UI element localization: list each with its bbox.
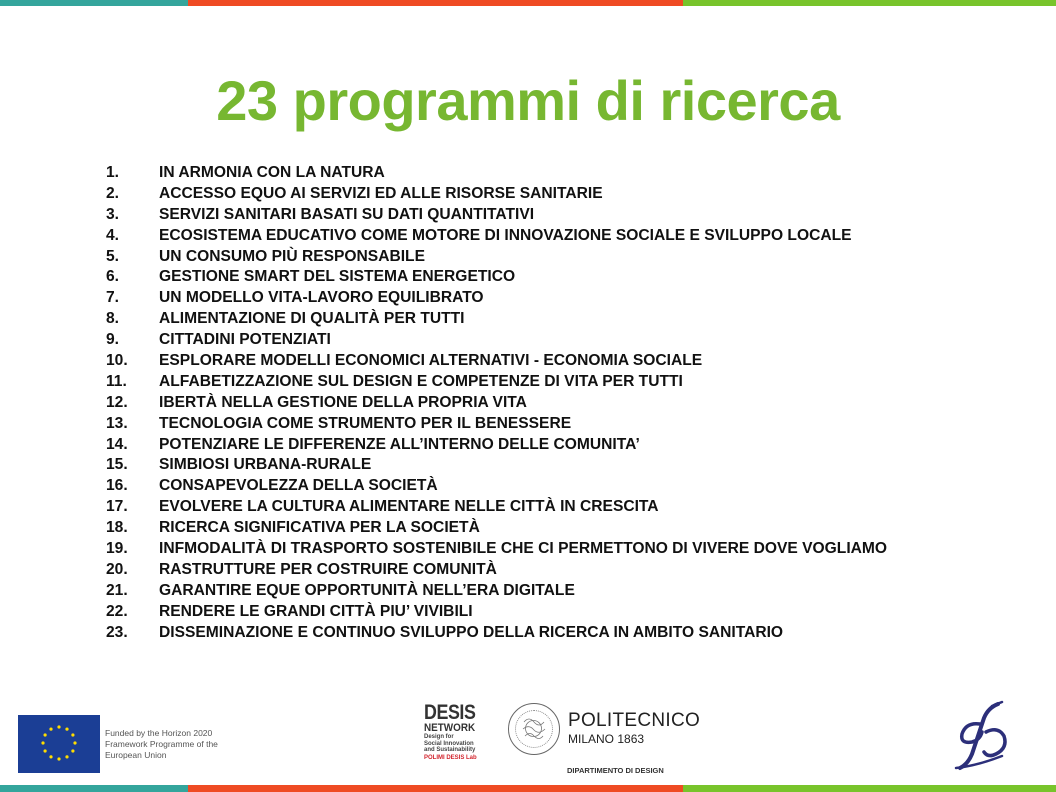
item-text: ALIMENTAZIONE DI QUALITÀ PER TUTTI (159, 310, 465, 328)
polimi-logo (508, 703, 700, 755)
list-item (106, 184, 887, 205)
list-item (106, 226, 887, 247)
desis-lab-label: POLIMI DESIS Lab (424, 754, 477, 761)
item-number: 21. (106, 581, 128, 599)
item-text: ALFABETIZZAZIONE SUL DESIGN E COMPETENZE DI VITA PER TUTTI (159, 372, 683, 390)
item-number: 19. (106, 540, 128, 558)
polimi-seal-icon (508, 703, 560, 755)
list-item (106, 351, 887, 372)
desis-subtitle: NETWORK (424, 722, 476, 734)
list-item (106, 623, 887, 644)
item-text: INFMODALITÀ DI TRASPORTO SOSTENIBILE CHE CI PERMETTONO DI VIVERE DOVE VOGLIAMO (159, 540, 888, 558)
stripe-green (683, 785, 1056, 792)
item-number: 6. (106, 268, 120, 286)
stripe-green (683, 0, 1056, 6)
list-item (106, 393, 887, 414)
list-item (106, 414, 887, 435)
item-text: RASTRUTTURE PER COSTRUIRE COMUNITÀ (159, 560, 497, 578)
stripe-orange (188, 785, 683, 792)
item-number: 18. (106, 519, 128, 537)
eu-text-line: Framework Programme of the (105, 738, 218, 749)
item-text: RICERCA SIGNIFICATIVA PER LA SOCIETÀ (159, 519, 480, 537)
item-text: UN CONSUMO PIÙ RESPONSABILE (159, 247, 425, 265)
item-number: 1. (106, 164, 120, 181)
stripe-teal (0, 785, 188, 792)
item-text: GESTIONE SMART DEL SISTEMA ENERGETICO (159, 268, 516, 286)
item-number: 8. (106, 310, 120, 328)
desis-tagline: and Sustainability (424, 747, 476, 753)
monogram-logo-icon (946, 698, 1020, 776)
list-item (106, 518, 887, 539)
item-number: 16. (106, 477, 128, 495)
list-item (106, 163, 887, 184)
item-number: 12. (106, 393, 128, 411)
stripe-teal (0, 0, 188, 6)
list-item (106, 476, 887, 497)
item-number: 14. (106, 435, 128, 453)
list-item (106, 205, 887, 226)
list-item (106, 309, 887, 330)
polimi-name: POLITECNICO (568, 710, 701, 731)
list-item (106, 455, 887, 476)
desis-tagline: Social Innovation (424, 740, 474, 747)
item-text: UN MODELLO VITA-LAVORO EQUILIBRATO (159, 289, 484, 307)
item-text: ECOSISTEMA EDUCATIVO COME MOTORE DI INNOVAZIONE SOCIALE E SVILUPPO LOCALE (159, 226, 852, 244)
item-text: TECNOLOGIA COME STRUMENTO PER IL BENESSERE (159, 414, 572, 432)
desis-network-logo (424, 703, 482, 762)
eu-funding-text (105, 728, 218, 761)
item-number: 7. (106, 289, 120, 307)
item-number: 11. (106, 372, 127, 390)
item-number: 20. (106, 560, 128, 578)
item-number: 13. (106, 414, 128, 432)
slide-title: 23 programmi di ricerca (216, 69, 840, 132)
list-item (106, 247, 887, 268)
list-item (106, 560, 887, 581)
list-item (106, 330, 887, 351)
programs-list (106, 163, 887, 643)
list-item (106, 497, 887, 518)
item-text: CONSAPEVOLEZZA DELLA SOCIETÀ (159, 477, 438, 495)
desis-tagline: Design for (424, 734, 454, 740)
item-text: CITTADINI POTENZIATI (159, 331, 331, 349)
eu-flag-icon (18, 715, 100, 773)
item-number: 17. (106, 498, 128, 516)
stripe-orange (188, 0, 683, 6)
item-number: 5. (106, 247, 120, 265)
item-number: 23. (106, 623, 128, 641)
list-item (106, 539, 887, 560)
item-number: 9. (106, 331, 120, 349)
item-number: 10. (106, 352, 128, 370)
item-text: RENDERE LE GRANDI CITTÀ PIU’ VIVIBILI (159, 602, 473, 620)
item-text: EVOLVERE LA CULTURA ALIMENTARE NELLE CITTÀ IN CRESCITA (159, 498, 659, 516)
item-text: ACCESSO EQUO AI SERVIZI ED ALLE RISORSE SANITARIE (159, 184, 603, 202)
item-text: SERVIZI SANITARI BASATI SU DATI QUANTITATIVI (159, 205, 535, 223)
item-text: DISSEMINAZIONE E CONTINUO SVILUPPO DELLA RICERCA IN AMBITO SANITARIO (159, 623, 784, 641)
eu-text-line: European Union (105, 749, 167, 760)
desis-title: DESIS (424, 701, 476, 724)
item-number: 22. (106, 602, 128, 620)
top-color-stripe (0, 0, 1056, 6)
list-item (106, 602, 887, 623)
item-number: 2. (106, 184, 120, 202)
polimi-department: DIPARTIMENTO DI DESIGN (567, 766, 664, 775)
item-text: SIMBIOSI URBANA-RURALE (159, 456, 372, 474)
item-text: IBERTÀ NELLA GESTIONE DELLA PROPRIA VITA (159, 393, 527, 411)
item-number: 4. (106, 226, 120, 244)
item-text: GARANTIRE EQUE OPPORTUNITÀ NELL’ERA DIGITALE (159, 581, 575, 599)
polimi-city: MILANO 1863 (568, 732, 645, 746)
item-number: 15. (106, 456, 128, 474)
list-item (106, 372, 887, 393)
bottom-color-stripe (0, 785, 1056, 792)
list-item (106, 288, 887, 309)
item-text: POTENZIARE LE DIFFERENZE ALL’INTERNO DELLE COMUNITA’ (159, 435, 640, 453)
item-text: IN ARMONIA CON LA NATURA (159, 164, 385, 181)
list-item (106, 267, 887, 288)
list-item (106, 435, 887, 456)
item-number: 3. (106, 205, 120, 223)
item-text: ESPLORARE MODELLI ECONOMICI ALTERNATIVI - ECONOMIA SOCIALE (159, 352, 703, 370)
list-item (106, 581, 887, 602)
eu-funding-logo (18, 715, 218, 773)
eu-text-line: Funded by the Horizon 2020 (105, 727, 213, 738)
